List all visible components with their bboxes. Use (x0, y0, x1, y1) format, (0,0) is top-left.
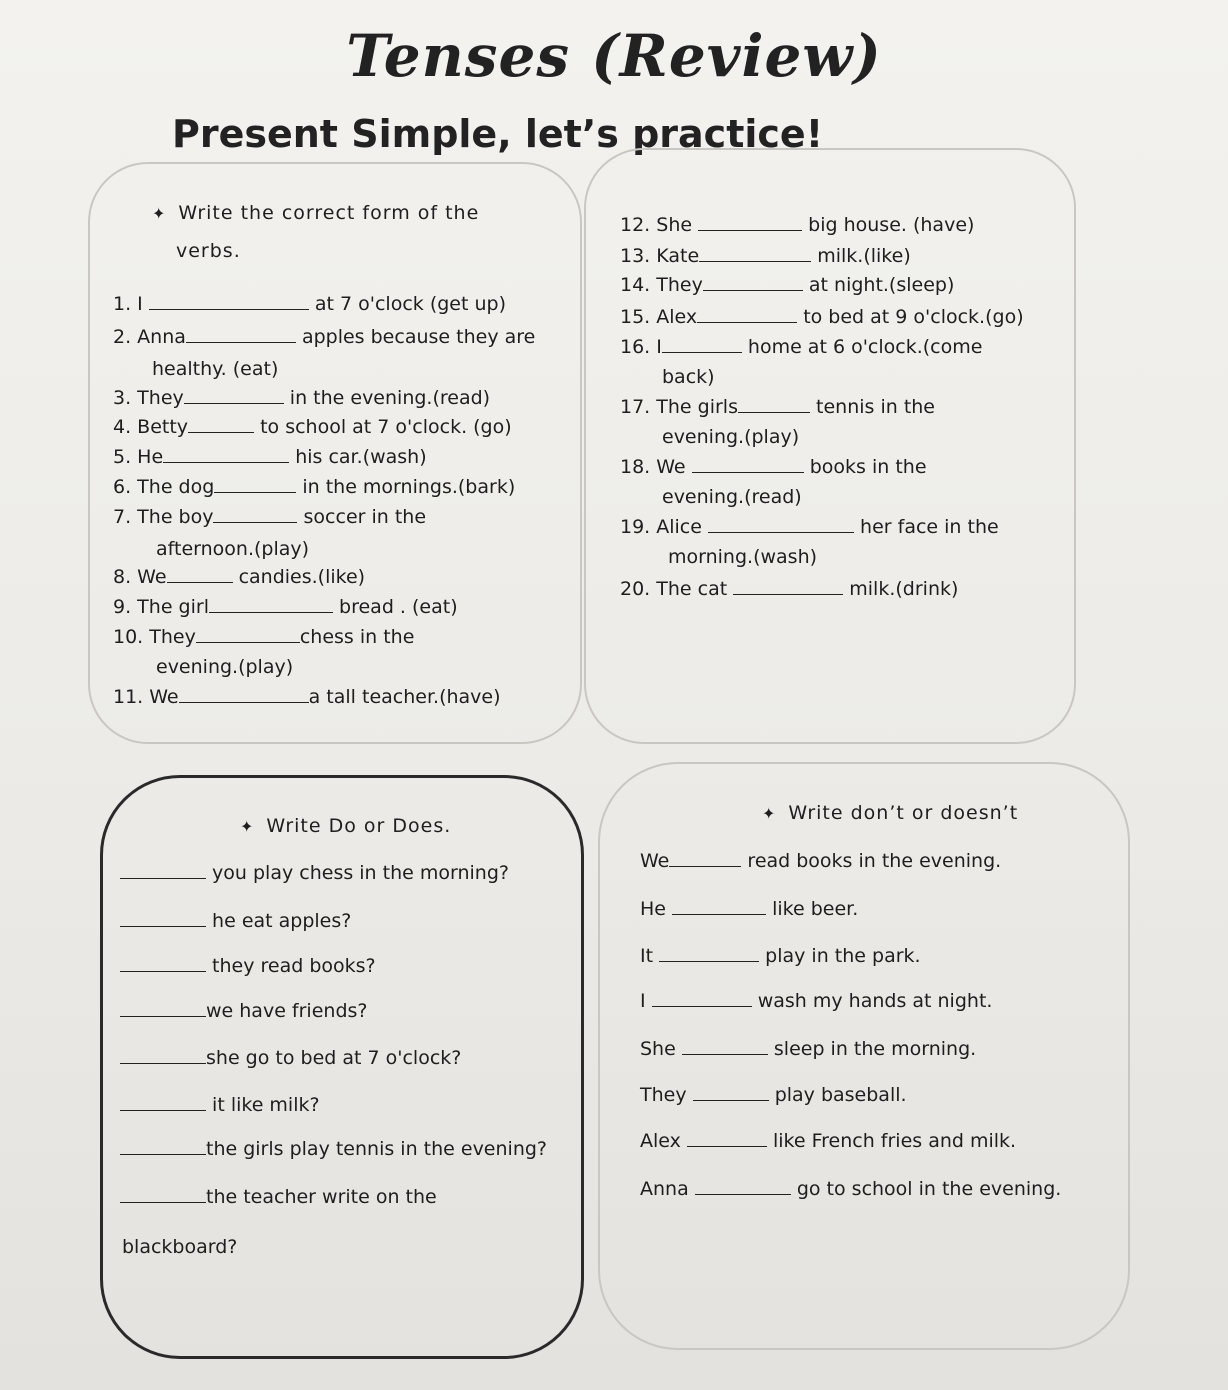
ex1-item-20: 20. The cat milk.(drink) (620, 578, 959, 600)
answer-blank[interactable] (733, 578, 843, 595)
answer-blank[interactable] (120, 1047, 206, 1064)
ex3-item-6: They play baseball. (640, 1084, 907, 1106)
answer-blank[interactable] (708, 516, 854, 533)
answer-blank[interactable] (662, 336, 742, 353)
ex3-item-2: He like beer. (640, 898, 859, 920)
ex2-item-8: the teacher write on the (120, 1186, 437, 1208)
ex1-item-16: 16. I home at 6 o'clock.(come (620, 336, 983, 358)
answer-blank[interactable] (167, 566, 233, 583)
answer-blank[interactable] (695, 1178, 791, 1195)
ex2-item-7: the girls play tennis in the evening? (120, 1138, 547, 1160)
answer-blank[interactable] (703, 274, 803, 291)
answer-blank[interactable] (697, 306, 797, 323)
ex3-item-1: We read books in the evening. (640, 850, 1002, 872)
ex3-item-5: She sleep in the morning. (640, 1038, 977, 1060)
answer-blank[interactable] (214, 476, 296, 493)
answer-blank[interactable] (188, 416, 254, 433)
ex3-item-4: I wash my hands at night. (640, 990, 993, 1012)
answer-blank[interactable] (672, 898, 766, 915)
answer-blank[interactable] (682, 1038, 768, 1055)
answer-blank[interactable] (179, 686, 309, 703)
answer-blank[interactable] (120, 1000, 206, 1017)
answer-blank[interactable] (652, 990, 752, 1007)
ex1-item-10: 10. They chess in the (113, 626, 415, 648)
answer-blank[interactable] (120, 1138, 206, 1155)
ex1-item-7: 7. The boy soccer in the (113, 506, 427, 528)
ex1-item-9: 9. The girl bread . (eat) (113, 596, 458, 618)
ex1-item-19-cont: morning.(wash) (668, 546, 818, 568)
ex2-item-2: he eat apples? (120, 910, 351, 932)
answer-blank[interactable] (693, 1084, 769, 1101)
ex2-item-5: she go to bed at 7 o'clock? (120, 1047, 461, 1069)
ex2-item-1: you play chess in the morning? (120, 862, 509, 884)
ex1-item-2-cont: healthy. (eat) (152, 358, 279, 380)
answer-blank[interactable] (120, 955, 206, 972)
answer-blank[interactable] (738, 396, 810, 413)
answer-blank[interactable] (163, 446, 289, 463)
answer-blank[interactable] (209, 596, 333, 613)
answer-blank[interactable] (149, 293, 309, 310)
ex1-item-2: 2. Anna apples because they are (113, 326, 536, 348)
exercise1-instruction-cont: verbs. (176, 240, 241, 262)
ex1-item-10-cont: evening.(play) (156, 656, 294, 678)
answer-blank[interactable] (120, 1186, 206, 1203)
ex1-item-8: 8. We candies.(like) (113, 566, 366, 588)
ex2-item-3: they read books? (120, 955, 376, 977)
answer-blank[interactable] (669, 850, 741, 867)
answer-blank[interactable] (687, 1130, 767, 1147)
ex1-item-18: 18. We books in the (620, 456, 927, 478)
ex1-item-3: 3. They in the evening.(read) (113, 387, 491, 409)
answer-blank[interactable] (186, 326, 296, 343)
ex2-item-4: we have friends? (120, 1000, 367, 1022)
answer-blank[interactable] (184, 387, 284, 404)
answer-blank[interactable] (659, 945, 759, 962)
answer-blank[interactable] (692, 456, 804, 473)
answer-blank[interactable] (120, 910, 206, 927)
ex1-item-16-cont: back) (662, 366, 715, 388)
ex1-item-1: 1. I at 7 o'clock (get up) (113, 293, 506, 315)
page-title: Tenses (Review) (346, 22, 882, 90)
answer-blank[interactable] (699, 245, 811, 262)
ex1-item-17-cont: evening.(play) (662, 426, 800, 448)
answer-blank[interactable] (120, 1094, 206, 1111)
ex3-item-3: It play in the park. (640, 945, 921, 967)
answer-blank[interactable] (196, 626, 300, 643)
ex2-item-8-cont: blackboard? (122, 1236, 238, 1258)
bullet-star-icon: ✦ (152, 204, 167, 223)
ex1-item-6: 6. The dog in the mornings.(bark) (113, 476, 516, 498)
page-subtitle: Present Simple, let’s practice! (172, 112, 824, 156)
ex1-item-18-cont: evening.(read) (662, 486, 802, 508)
ex1-item-5: 5. He his car.(wash) (113, 446, 427, 468)
ex1-item-19: 19. Alice her face in the (620, 516, 999, 538)
exercise1-right-panel (584, 148, 1076, 744)
ex2-item-6: it like milk? (120, 1094, 320, 1116)
ex1-item-12: 12. She big house. (have) (620, 214, 975, 236)
ex1-item-7-cont: afternoon.(play) (156, 538, 310, 560)
exercise3-instruction: ✦ Write don’t or doesn’t (762, 802, 1019, 824)
ex1-item-14: 14. They at night.(sleep) (620, 274, 955, 296)
ex1-item-13: 13. Kate milk.(like) (620, 245, 911, 267)
ex1-item-15: 15. Alex to bed at 9 o'clock.(go) (620, 306, 1024, 328)
answer-blank[interactable] (120, 862, 206, 879)
ex3-item-8: Anna go to school in the evening. (640, 1178, 1062, 1200)
bullet-star-icon: ✦ (240, 817, 255, 836)
bullet-star-icon: ✦ (762, 804, 777, 823)
answer-blank[interactable] (213, 506, 297, 523)
ex1-item-11: 11. We a tall teacher.(have) (113, 686, 501, 708)
exercise2-instruction: ✦ Write Do or Does. (240, 815, 452, 837)
exercise1-instruction: ✦ Write the correct form of the (152, 202, 480, 224)
ex1-item-4: 4. Betty to school at 7 o'clock. (go) (113, 416, 512, 438)
answer-blank[interactable] (698, 214, 802, 231)
ex3-item-7: Alex like French fries and milk. (640, 1130, 1017, 1152)
ex1-item-17: 17. The girls tennis in the (620, 396, 935, 418)
